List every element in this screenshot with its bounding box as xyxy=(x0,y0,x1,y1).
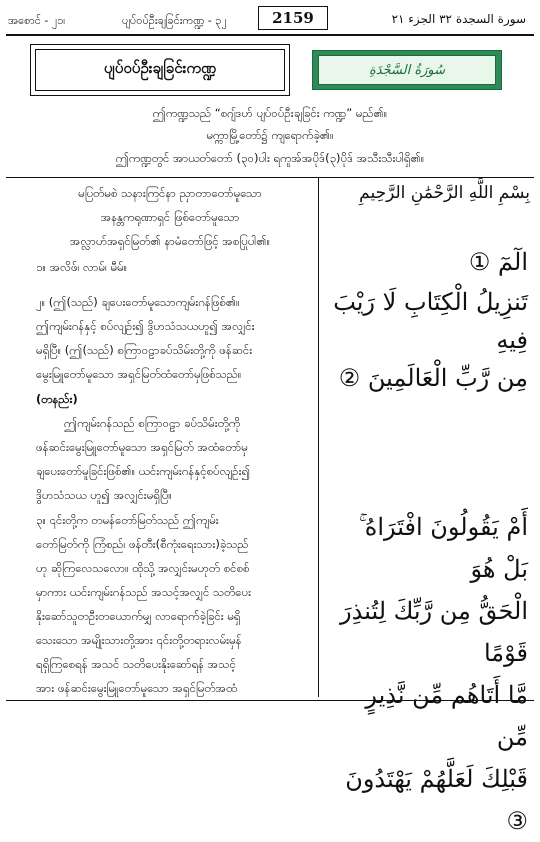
verse-line: အား ဖန်ဆင်းမွေးမြူတော်မူသော အရှင်မြတ်အထံ xyxy=(36,681,238,695)
basmala-line: အနန္တကရုဏာရှင် ဖြစ်တော်မူသော xyxy=(100,210,240,224)
surah-name-badge xyxy=(312,50,502,90)
arabic-verse-3 xyxy=(328,506,528,842)
arabic-basmala: بِسْمِ اللَّهِ الرَّحْمَٰنِ الرَّحِيمِ xyxy=(359,183,530,203)
header-rule xyxy=(6,34,534,36)
footer-rule xyxy=(6,700,534,701)
verse-line: မွေးမြူတော်မူသော အရှင်မြတ်ထံတော်မှဖြစ်သည်။ xyxy=(36,367,242,381)
basmala-line: အလ္လာဟ်အရှင်မြတ်၏ နာမံတော်ဖြင့် အစပြုပါ၏။ xyxy=(69,234,271,248)
chapter-title: ပျပ်ဝပ်ဦးချခြင်းကဏ္ဍ xyxy=(103,59,217,77)
verse-2-translation xyxy=(36,290,314,386)
tafsir-translation xyxy=(36,411,314,507)
arabic-verse-2 xyxy=(328,283,528,397)
verse-line: နိုးဆော်သူတဦးတယောက်မျှ လာရောက်ခဲ့ခြင်း မရှိ xyxy=(36,609,241,623)
verse-line: မှာကား ယင်းကျမ်းဂန်သည် အသင့်အလျှင် သတိပေး xyxy=(36,585,252,599)
arabic-line: أَمْ يَقُولُونَ افْتَرَاهُ ۚ بَلْ هُوَ xyxy=(358,513,528,583)
tafsir-line: ချပေးတော်မူခြင်းဖြစ်၏။ ယင်းကျမ်းဂန်နှင့်စပ်လျဉ်း၍ xyxy=(36,464,251,478)
tafsir-line: ဖန်ဆင်းမွေးမြူတော်မူသော အရှင်မြတ် အထံတော်မှ xyxy=(36,440,248,454)
arabic-line: مِن رَّبِّ الْعَالَمِينَ ② xyxy=(338,364,528,392)
section-rule xyxy=(6,177,534,178)
arabic-line: مَّا أَتَاهُم مِّن نَّذِيرٍ مِّن xyxy=(365,681,528,751)
intro-line-1: ဤကဏ္ဍသည် “စဂျ်ဒဟ် ပျပ်ဝပ်ဦးချခြင်း ကဏ္ဍ” မည်၏။ xyxy=(152,106,388,120)
intro-line-3: ဤကဏ္ဍတွင် အာယတ်တော် (၃၀)ပါး ရကူအ်အပိုဒ်(၃)ပိုဒ် အသီးသီးပါရှိ၏။ xyxy=(115,151,425,165)
header-left-label: အစောင် - ၂၁၊ xyxy=(8,14,66,27)
header-chapter-label: ပျပ်ဝပ်ဦးချခြင်းကဏ္ဍ - ၃၂ xyxy=(122,14,227,27)
verse-line: ၂။ (ဤ(သည်) ချပေးတော်မူသောကျမ်းဂန်ဖြစ်၏။ xyxy=(36,295,240,309)
tafsir-line: ဤကျမ်းဂန်သည် စကြာဝဠာ ခပ်သိမ်းတို့ကို xyxy=(64,416,241,430)
column-divider xyxy=(318,177,319,697)
tafsir-line: ဒွိဟသံသယ ဟူ၍ အလျှင်းမရှိပြီ။ xyxy=(36,488,172,502)
basmala-translation xyxy=(30,181,310,253)
tafsir-label: (တနည်း) xyxy=(36,392,78,406)
verse-3-translation xyxy=(36,508,314,700)
verse-line: သေးသော အမျိုးသားတို့အား ၎င်းတို့တရားလမ်းမှန် xyxy=(36,633,242,647)
title-inner-border xyxy=(35,49,285,91)
verse-line: ရရှိကြစေရန် အသင် သတိပေးနိုးဆော်ရန် အသင့် xyxy=(36,657,236,671)
chapter-title-box xyxy=(30,44,290,96)
intro-line-2: မက္ကာမြို့တော်၌ ကျရောက်ခဲ့၏။ xyxy=(206,128,334,142)
arabic-verse-1: الٓمٓ ① xyxy=(468,248,528,276)
basmala-line: မပြတ်မစဲ သနားကြင်နာ ညှာတာတော်မူသော xyxy=(78,186,262,200)
arabic-line: الْحَقُّ مِن رَّبِّكَ لِتُنذِرَ قَوْمًا xyxy=(340,597,528,667)
surah-name-inner xyxy=(318,55,496,85)
verse-1-translation: ၁။ အလိဖ်၊ လာမ်၊ မီမ်။ xyxy=(36,260,128,274)
page-number: 2159 xyxy=(258,6,328,30)
arabic-line: قَبْلِكَ لَعَلَّهُمْ يَهْتَدُونَ ③ xyxy=(345,765,528,835)
verse-line: ၃။ ၎င်းတို့က တမန်တော်မြတ်သည် ဤကျမ်း xyxy=(36,513,219,527)
verse-line: ဟု ဆိုကြလေသလော။ ထိုသို့ အလျှင်းမဟုတ် စင်စစ် xyxy=(36,561,250,575)
verse-line: မရှိပြီ။ (ဤ(သည်) စကြာဝဠာခပ်သိမ်းတို့ကို ဖန်ဆင်း xyxy=(36,343,253,357)
verse-line: တော်မြတ်ကို ကြံစည်၊ ဖန်တီး(စီကုံးရေးသား)ခဲ့သည် xyxy=(36,537,249,551)
verse-line: ဤကျမ်းဂန်နှင့် စပ်လျဉ်း၍ ဒွိဟသံသယဟူ၍ အလျှင်း xyxy=(36,319,255,333)
surah-name-text: سُورَةُ السَّجْدَةِ xyxy=(368,62,446,78)
arabic-line: تَنزِيلُ الْكِتَابِ لَا رَيْبَ فِيهِ xyxy=(333,288,528,354)
header-arabic-label: سورة السجدة ٣٢ الجزء ٢١ xyxy=(391,12,526,26)
